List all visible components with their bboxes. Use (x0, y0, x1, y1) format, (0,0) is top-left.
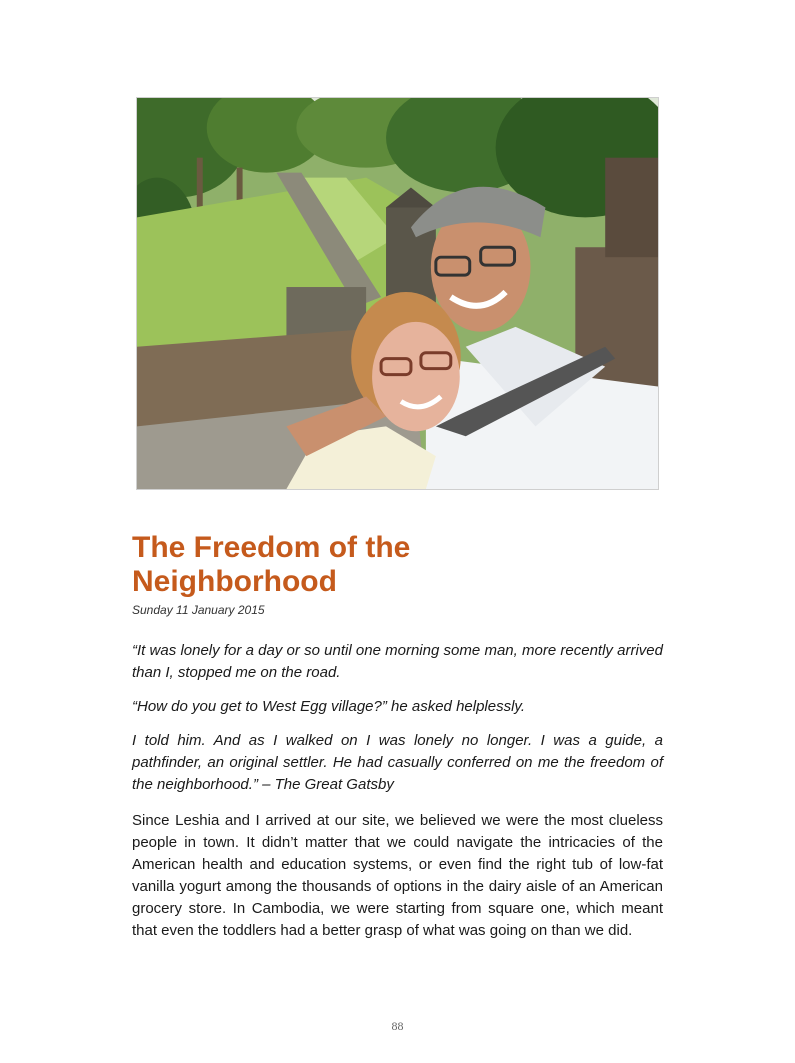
article-date: Sunday 11 January 2015 (132, 603, 265, 617)
selfie-photo-at-temple (136, 97, 659, 490)
quote-paragraph-3: I told him. And as I walked on I was lonely no longer. I was a guide, a pathfinder, an original settler. He had casually conferred on me the freedom of the neighborhood.” – The Great Gatsby (132, 732, 663, 793)
quote-paragraph-1: “It was lonely for a day or so until one morning some man, more recently arrived than I, stopped me on the road. (132, 642, 663, 681)
article-title-line-1: The Freedom of the (132, 531, 411, 564)
body-paragraph-1: Since Leshia and I arrived at our site, we believed we were the most clueless people in town. It didn’t matter that we could navigate the intricacies of the American health and education systems, or even find the right tub of low-fat vanilla yogurt among the thousands of options in the dairy aisle of an American grocery store. In Cambodia, we were starting from square one, which meant that even the toddlers had a better grasp of what was going on than we did. (132, 812, 663, 939)
quote-paragraph-2: “How do you get to West Egg village?” he asked helplessly. (132, 698, 525, 715)
article-title (132, 531, 672, 599)
article-title-line-2: Neighborhood (132, 565, 337, 598)
article-body (132, 640, 663, 954)
photo-illustration (137, 98, 658, 489)
page-number: 88 (391, 1019, 404, 1033)
